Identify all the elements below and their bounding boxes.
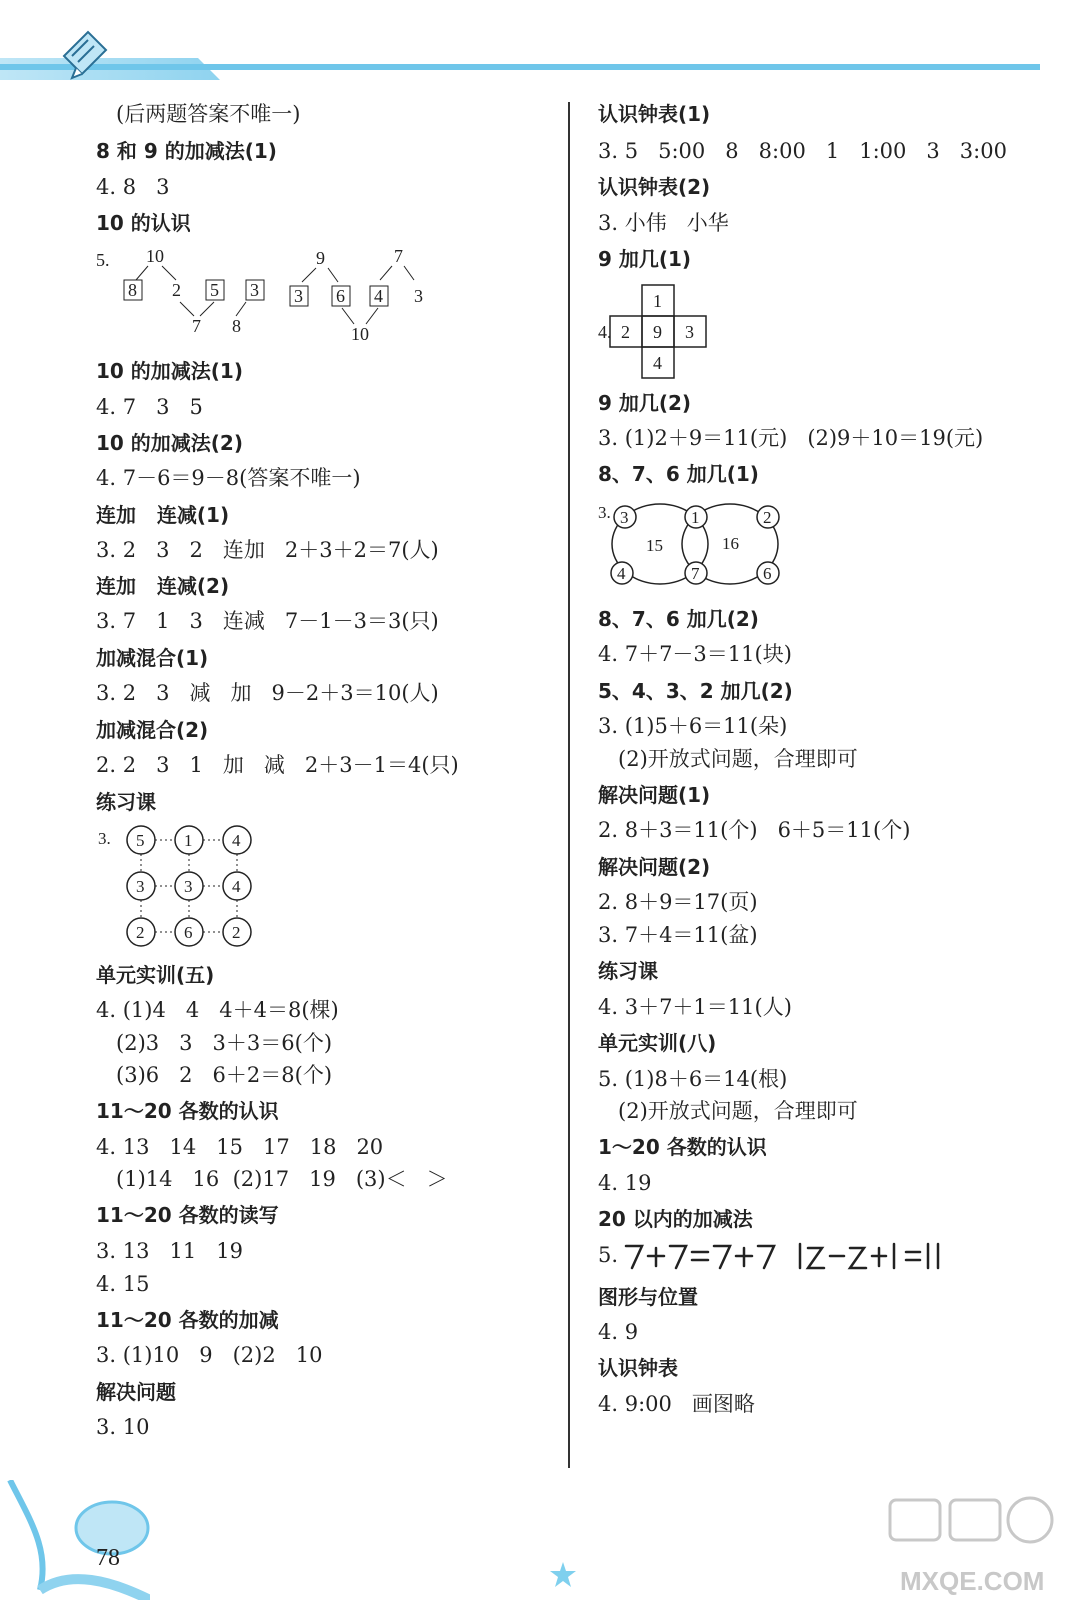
section-heading: 5、4、3、2 加几(2) bbox=[598, 679, 793, 703]
ring-number: 4 bbox=[617, 564, 626, 583]
answer-line: 2. 8＋9＝17(页) bbox=[598, 890, 758, 914]
ring-number: 1 bbox=[691, 508, 700, 527]
section-heading: 加减混合(2) bbox=[96, 718, 209, 742]
section-heading: 认识钟表(2) bbox=[598, 175, 711, 199]
header-band-line bbox=[0, 64, 1040, 70]
answer-line: 4. 7－6＝9－8(答案不唯一) bbox=[96, 466, 361, 490]
rings-figure bbox=[598, 496, 808, 596]
section-heading: 解决问题(2) bbox=[598, 855, 711, 879]
section-heading: 认识钟表(1) bbox=[598, 102, 711, 126]
grid-number: 4 bbox=[232, 877, 241, 896]
cross-number: 1 bbox=[653, 291, 662, 311]
ring-sum: 15 bbox=[646, 536, 663, 555]
section-heading: 单元实训(八) bbox=[598, 1031, 717, 1055]
answer-line: 4. 3＋7＋1＝11(人) bbox=[598, 995, 792, 1019]
star-icon bbox=[548, 1560, 578, 1590]
fig-label: 3. bbox=[98, 829, 111, 848]
tree-number: 10 bbox=[351, 324, 369, 344]
answer-line: (后两题答案不唯一) bbox=[116, 102, 301, 126]
grid-number: 3 bbox=[184, 877, 193, 896]
cross-number: 3 bbox=[685, 322, 694, 342]
section-heading: 解决问题 bbox=[96, 1380, 176, 1404]
circle-grid-figure bbox=[96, 820, 296, 950]
answer-line: 3. 10 bbox=[96, 1415, 150, 1439]
answer-line: 2. 8＋3＝11(个) 6＋5＝11(个) bbox=[598, 818, 911, 842]
watermark-logo bbox=[880, 1490, 1060, 1600]
section-heading: 图形与位置 bbox=[598, 1285, 698, 1309]
section-heading: 8 和 9 的加减法(1) bbox=[96, 139, 277, 163]
handwritten-equations bbox=[622, 1238, 962, 1274]
answer-line: 3. 13 11 19 bbox=[96, 1239, 243, 1263]
answer-line: 3. (1)2＋9＝11(元) (2)9＋10＝19(元) bbox=[598, 426, 984, 450]
cross-number: 4 bbox=[653, 353, 662, 373]
answer-line: 3. 小伟 小华 bbox=[598, 211, 729, 235]
section-heading: 1～20 各数的认识 bbox=[598, 1135, 767, 1159]
section-heading: 11～20 各数的加减 bbox=[96, 1308, 279, 1332]
answer-line: 3. 2 3 2 连加 2＋3＋2＝7(人) bbox=[96, 538, 439, 562]
section-heading: 10 的加减法(2) bbox=[96, 431, 243, 455]
section-heading: 加减混合(1) bbox=[96, 646, 209, 670]
answer-line: 4. 7 3 5 bbox=[96, 395, 203, 419]
ring-number: 7 bbox=[691, 564, 700, 583]
answer-line: 3. (1)5＋6＝11(朵) bbox=[598, 714, 788, 738]
section-heading: 单元实训(五) bbox=[96, 963, 215, 987]
section-heading: 11～20 各数的认识 bbox=[96, 1099, 279, 1123]
grid-number: 6 bbox=[184, 923, 193, 942]
grid-number: 5 bbox=[136, 831, 145, 850]
section-heading: 练习课 bbox=[96, 790, 156, 814]
section-heading: 9 加几(2) bbox=[598, 391, 692, 415]
cross-number: 9 bbox=[653, 322, 662, 342]
answer-line: 4. 9 bbox=[598, 1320, 639, 1344]
answer-line: 5. (1)8＋6＝14(根) bbox=[598, 1067, 788, 1091]
answer-line: 3. 7 1 3 连减 7－1－3＝3(只) bbox=[96, 609, 439, 633]
ring-sum: 16 bbox=[722, 534, 739, 553]
section-heading: 9 加几(1) bbox=[598, 247, 692, 271]
tree-number: 8 bbox=[232, 316, 241, 336]
section-heading: 连加 连减(1) bbox=[96, 503, 230, 527]
section-heading: 练习课 bbox=[598, 959, 658, 983]
ring-number: 2 bbox=[763, 508, 772, 527]
number-tree-figure bbox=[96, 240, 456, 350]
header-band bbox=[0, 58, 1040, 80]
section-heading: 连加 连减(2) bbox=[96, 574, 230, 598]
answer-line: 5. bbox=[598, 1243, 619, 1267]
decorative-droplet bbox=[0, 1480, 150, 1600]
grid-number: 2 bbox=[232, 923, 241, 942]
tree-number: 7 bbox=[394, 246, 403, 266]
tree-box-number: 3 bbox=[294, 286, 303, 306]
watermark-text: MXQE.COM bbox=[900, 1566, 1045, 1596]
tree-number: 2 bbox=[172, 280, 181, 300]
grid-number: 3 bbox=[136, 877, 145, 896]
ring-number: 3 bbox=[620, 508, 629, 527]
tree-box-number: 5 bbox=[210, 280, 219, 300]
grid-number: 1 bbox=[184, 831, 193, 850]
answer-line: (2)开放式问题，合理即可 bbox=[598, 1099, 858, 1123]
tree-number: 9 bbox=[316, 248, 325, 268]
section-heading: 认识钟表 bbox=[598, 1356, 678, 1380]
answer-line: 2. 2 3 1 加 减 2＋3－1＝4(只) bbox=[96, 753, 459, 777]
answer-line: 4. 9:00 画图略 bbox=[598, 1392, 755, 1416]
tree-box-number: 8 bbox=[128, 280, 137, 300]
section-heading: 8、7、6 加几(1) bbox=[598, 462, 759, 486]
answer-line: 3. (1)10 9 (2)2 10 bbox=[96, 1343, 323, 1367]
answer-line: (3)6 2 6＋2＝8(个) bbox=[96, 1063, 333, 1087]
section-heading: 10 的加减法(1) bbox=[96, 359, 243, 383]
section-heading: 20 以内的加减法 bbox=[598, 1207, 753, 1231]
column-divider bbox=[568, 102, 570, 1468]
answer-line: (1)14 16 (2)17 19 (3)＜ ＞ bbox=[96, 1167, 448, 1191]
tree-number: 10 bbox=[146, 246, 164, 266]
cross-grid-figure bbox=[598, 282, 728, 382]
section-heading: 解决问题(1) bbox=[598, 783, 711, 807]
answer-line: 4. 8 3 bbox=[96, 175, 170, 199]
answer-line: 3. 2 3 减 加 9－2＋3＝10(人) bbox=[96, 681, 439, 705]
answer-line: 3. 7＋4＝11(盆) bbox=[598, 923, 758, 947]
ring-number: 6 bbox=[763, 564, 772, 583]
cross-number: 2 bbox=[621, 322, 630, 342]
answer-line: (2)3 3 3＋3＝6(个) bbox=[96, 1031, 333, 1055]
answer-line: 4. (1)4 4 4＋4＝8(棵) bbox=[96, 998, 339, 1022]
fig-label: 3. bbox=[598, 503, 611, 522]
grid-number: 2 bbox=[136, 923, 145, 942]
tree-number: 3 bbox=[414, 286, 423, 306]
answer-line: (2)开放式问题，合理即可 bbox=[598, 747, 858, 771]
section-heading: 8、7、6 加几(2) bbox=[598, 607, 759, 631]
answer-line: 4. 15 bbox=[96, 1272, 150, 1296]
answer-line: 4. 13 14 15 17 18 20 bbox=[96, 1135, 384, 1159]
page-number: 78 bbox=[96, 1545, 120, 1571]
answer-line: 3. 5 5:00 8 8:00 1 1:00 3 3:00 bbox=[598, 139, 1007, 163]
section-heading: 11～20 各数的读写 bbox=[96, 1203, 279, 1227]
answer-line: 4. 19 bbox=[598, 1171, 652, 1195]
fig-label: 5. bbox=[96, 250, 110, 270]
tree-box-number: 6 bbox=[336, 286, 345, 306]
pencil-logo-icon bbox=[58, 26, 112, 80]
grid-number: 4 bbox=[232, 831, 241, 850]
tree-box-number: 4 bbox=[374, 286, 383, 306]
answer-line: 4. 7＋7－3＝11(块) bbox=[598, 642, 792, 666]
tree-box-number: 3 bbox=[250, 280, 259, 300]
tree-number: 7 bbox=[192, 316, 201, 336]
section-heading: 10 的认识 bbox=[96, 211, 191, 235]
fig-label: 4. bbox=[598, 322, 612, 342]
